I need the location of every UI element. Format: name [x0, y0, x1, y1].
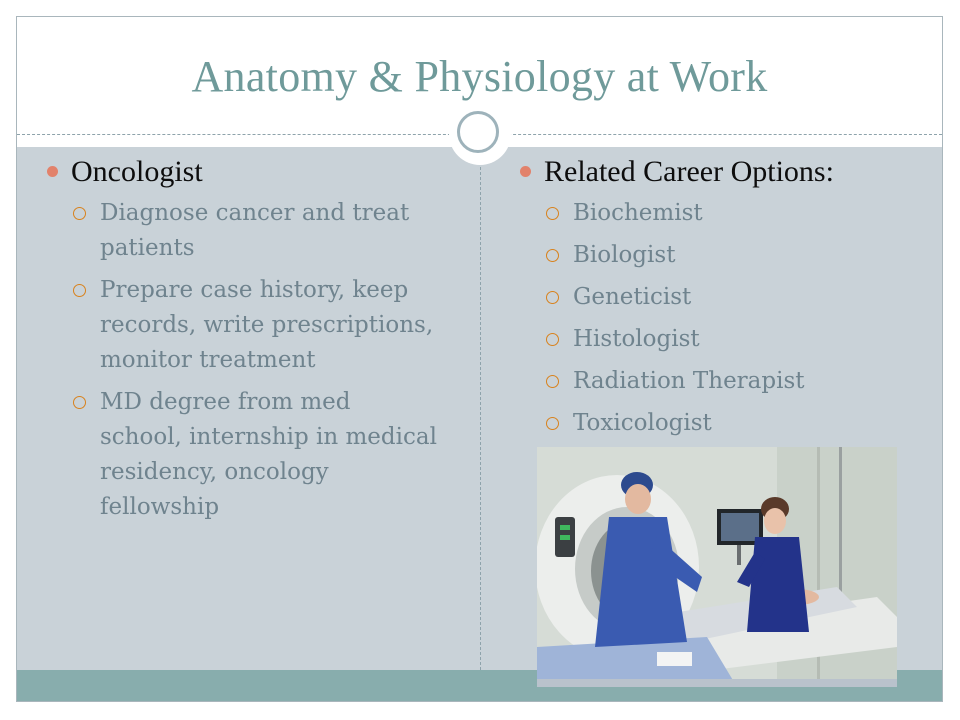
- right-sub-item: [520, 364, 900, 399]
- left-heading: Oncologist: [71, 155, 203, 188]
- right-sub-item-text: Geneticist: [573, 284, 692, 310]
- right-sub-item-text: Toxicologist: [573, 410, 712, 436]
- bullet-dot-icon: [520, 166, 531, 177]
- right-column: [520, 155, 900, 448]
- bullet-dot-icon: [47, 166, 58, 177]
- column-divider: [480, 147, 481, 670]
- ring-bullet-icon: [73, 284, 86, 297]
- left-sub-item: [47, 196, 442, 266]
- ring-bullet-icon: [546, 333, 559, 346]
- right-sub-item: [520, 196, 900, 231]
- left-sub-item-text: Diagnose cancer and treat patients: [100, 200, 410, 261]
- ring-bullet-icon: [546, 291, 559, 304]
- right-heading-bullet: [520, 155, 900, 189]
- slide-frame: [16, 16, 943, 702]
- ct-scan-photo: [537, 447, 897, 687]
- left-sub-item: [47, 385, 442, 525]
- right-sub-item: [520, 238, 900, 273]
- ct-scan-illustration: [537, 447, 897, 687]
- right-sub-item-text: Radiation Therapist: [573, 368, 805, 394]
- divider-circle-ring: [457, 111, 499, 153]
- right-sub-item: [520, 280, 900, 315]
- left-sub-item-text: MD degree from med school, internship in medical residency, oncology fellowship: [100, 389, 437, 520]
- right-sub-item-text: Histologist: [573, 326, 700, 352]
- ring-bullet-icon: [73, 396, 86, 409]
- left-sub-item-text: Prepare case history, keep records, write prescriptions, monitor treatment: [100, 277, 434, 373]
- left-column: [47, 155, 442, 532]
- slide-title: Anatomy & Physiology at Work: [191, 52, 768, 101]
- ring-bullet-icon: [546, 375, 559, 388]
- right-sub-item: [520, 322, 900, 357]
- left-sub-item: [47, 273, 442, 378]
- right-sub-item: [520, 406, 900, 441]
- right-heading: Related Career Options:: [544, 155, 834, 188]
- left-heading-bullet: [47, 155, 442, 189]
- ring-bullet-icon: [73, 207, 86, 220]
- ring-bullet-icon: [546, 207, 559, 220]
- right-sub-item-text: Biochemist: [573, 200, 703, 226]
- right-sub-item-text: Biologist: [573, 242, 676, 268]
- ring-bullet-icon: [546, 249, 559, 262]
- ring-bullet-icon: [546, 417, 559, 430]
